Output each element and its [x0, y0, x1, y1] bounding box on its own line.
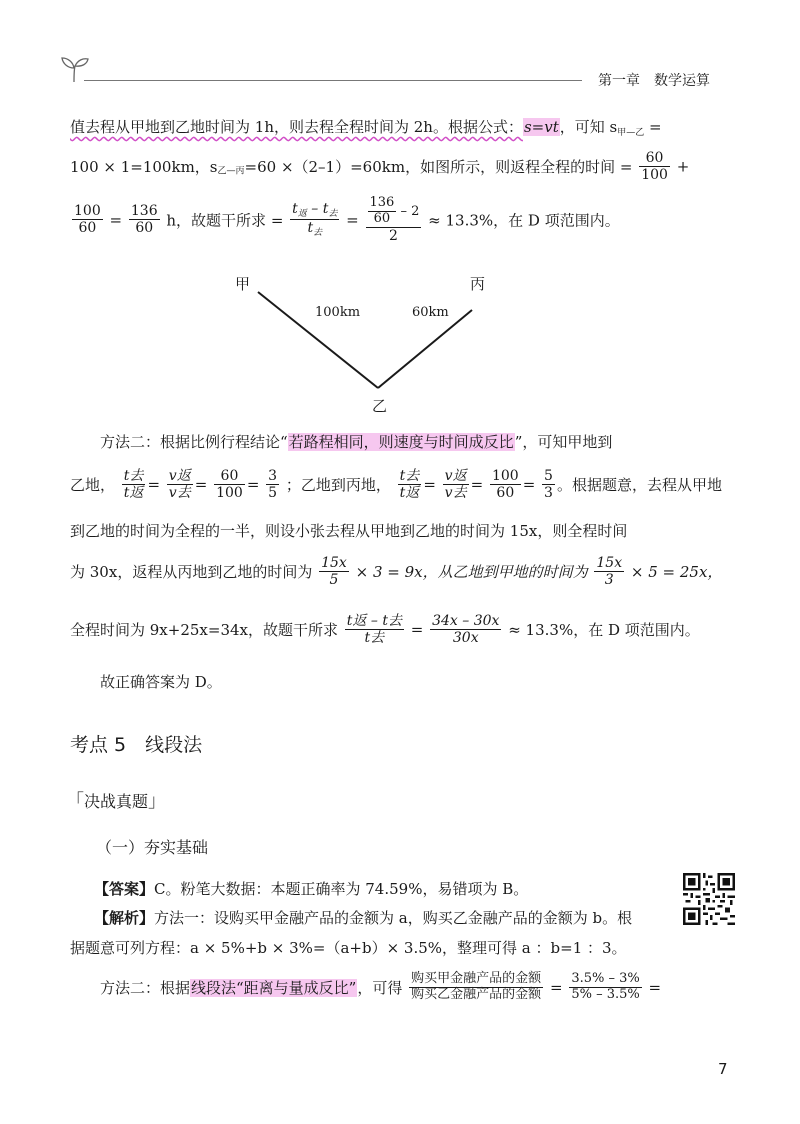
answer-line: 【答案】C。粉笔大数据：本题正确率为 74.59%，易错项为 B。 [94, 880, 529, 898]
chapter-label: 第一章 数学运算 [598, 73, 710, 89]
section-title: 考点 5 线段法 [70, 734, 203, 756]
highlight-inverse-ratio: 若路程相同，则速度与时间成反比 [288, 433, 514, 451]
fraction: $\frac{15x}{3}$ [596, 555, 623, 589]
part-title: （一）夯实基础 [96, 838, 209, 857]
analysis-line1: 【解析】方法一：设购买甲金融产品的金额为 a，购买乙金融产品的金额为 b。根 [94, 909, 633, 927]
diagram-label-b: 乙 [372, 397, 388, 415]
subtitle: 决战真题 [84, 792, 149, 811]
fraction: $\frac{5}{3}$ [544, 468, 553, 502]
fraction: $\frac{\text{v返}}{\text{v去}}$ [168, 468, 191, 502]
fraction: $\frac{15x}{5}$ [321, 555, 347, 589]
fraction: $\frac{60}{100}$ [641, 150, 668, 184]
chapter-title: 数学运算 [654, 73, 710, 89]
m2-line3: 到乙地的时间为全程的一半，则设小张去程从甲地到乙地的时间为 15x，则全程时间 [70, 522, 628, 540]
m2-line5: 全程时间为 9x+25x=34x，故题干所求 $\frac{\text{t返 – t去}}{\text{t去}}$ = $\frac{34x - 30x}{30x}$ ≈ 13.3%，在 D 项范围内。 [70, 613, 700, 647]
fraction: $\frac{\text{t去}}{\text{t返}}$ [123, 468, 144, 502]
route-bc [378, 310, 472, 388]
analysis-method2: 方法二：根据线段法“距离与量成反比”，可得 $\frac{\text{购买甲金融产品的金额}}{\text{购买乙金融产品的金额}}$ = $\frac{3.5\% - 3\%}{5\% - 3.5\%}$ = [100, 971, 662, 1002]
fraction: $\frac{\text{购买甲金融产品的金额}}{\text{购买乙金融产品的金额}}$ [411, 971, 542, 1002]
analysis-line2: 据题意可列方程：a × 5%+b × 3%=（a+b）× 3.5%，整理可得 a ：b=1 ：3。 [70, 939, 627, 957]
fraction: $\frac{60}{100}$ [216, 468, 243, 502]
fraction: $\frac{100}{60}$ [491, 468, 519, 502]
route-diagram [240, 280, 480, 400]
qr-code-icon[interactable] [683, 873, 735, 925]
conclusion: 故正确答案为 D。 [100, 673, 222, 691]
fraction: $\frac{\text{t返 – t去}}{\text{t去}}$ [346, 613, 402, 647]
diagram-dist-ab: 100km [315, 305, 361, 320]
fraction: $\frac{100}{60}$ [74, 203, 101, 237]
diagram-dist-bc: 60km [412, 305, 449, 320]
header-rule [84, 80, 582, 81]
m2-line2: 乙地， $\frac{\text{t去}}{\text{t返}}$ = $\frac{\text{v返}}{\text{v去}}$ = $\frac{60}{100}$ = $\frac{3}{5}$ ；乙地到丙地， $\frac{\text{t去}}{\text{t返}}$ = $\frac{\text{v返}}{\text{v去}}$ = $\frac{100}{60}$ = $\frac{5}{3}$ 。根据题意，去程从甲地 [70, 468, 722, 502]
fraction: $\frac{136}{60}$ [130, 203, 158, 237]
fraction: $\frac{3}{5}$ [268, 468, 278, 502]
fraction: $\frac{\text{v返}}{\text{v去}}$ [444, 468, 467, 502]
fraction: $\frac{\text{t去}}{\text{t返}}$ [399, 468, 420, 502]
m1-line3: $\frac{100}{60}$ = $\frac{136}{60}$ h，故题干所求 = $\frac{t_返 - t_去}{t_去}$ = $\frac{136}{60}$ – 2 2 ≈ 13.3%，在 D 项范围内。 [74, 195, 620, 244]
m2-line1: 方法二：根据比例行程结论“若路程相同，则速度与时间成反比”，可知甲地到 [100, 433, 613, 451]
subtitle-block: 「决战真题」 [66, 791, 167, 812]
diagram-label-a: 甲 [235, 275, 251, 293]
fraction: $\frac{t_返 - t_去}{t_去}$ [292, 201, 338, 239]
route-ab [258, 292, 378, 388]
formula-highlight: s=vt [523, 118, 559, 136]
complex-fraction: $\frac{136}{60}$ – 2 2 [366, 196, 422, 244]
m1-line1: 值去程从甲地到乙地时间为 1h，则去程全程时间为 2h。根据公式：s=vt，可知 $s_{甲—乙}$ = [70, 118, 662, 138]
fraction: $\frac{3.5\% - 3\%}{5\% - 3.5\%}$ [571, 971, 640, 1002]
page-number: 7 [718, 1060, 728, 1078]
m1-line2: 100 × 1=100km，$s_{乙—丙}=60 \times(2-1)=60km$，如图所示，则返程全程的时间 = $\frac{60}{100}$ + [70, 150, 690, 184]
fraction: $\frac{34x - 30x}{30x}$ [432, 613, 500, 647]
diagram-label-c: 丙 [470, 275, 486, 293]
highlight-segment-method: 线段法“距离与量成反比” [191, 978, 357, 997]
m2-line4: 为 30x，返程从丙地到乙地的时间为 $\frac{15x}{5}$ × 3 = 9x，从乙地到甲地的时间为 $\frac{15x}{3}$ × 5 = 25x， [70, 555, 723, 589]
